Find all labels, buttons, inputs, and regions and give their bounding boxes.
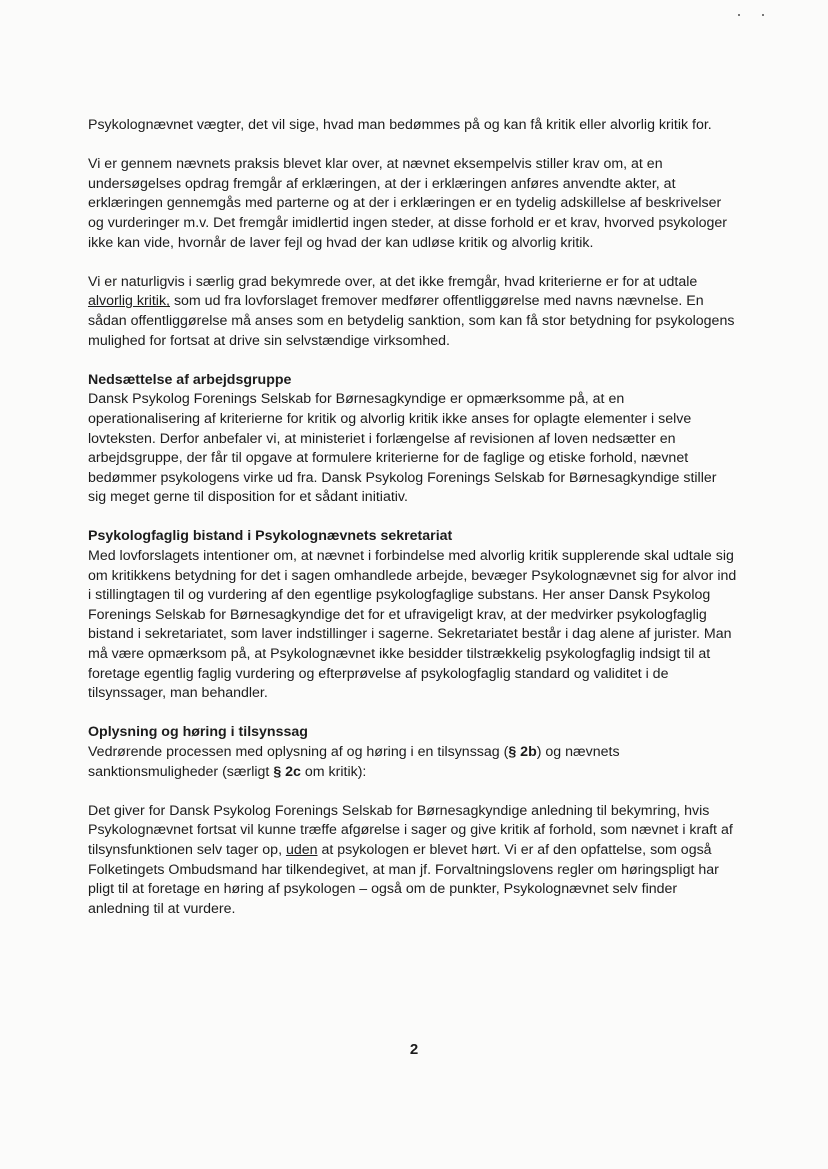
law-reference: § 2b <box>508 744 537 760</box>
law-reference: § 2c <box>273 763 301 780</box>
text-run: at psykologen er blevet hørt. Vi er af den opfattelse, som også Folketingets Ombudsmand har tilkendegivet, at man jf. Forvaltningslovens regler om høringspligt har pligt til at foretage en høring af psykologen – også om de punkter, Psykolognævnet selv finder anledning til at vurdere. <box>88 841 719 917</box>
section-body: Med lovforslagets intentioner om, at nævnet i forbindelse med alvorlig kritik supplerende skal udtale sig om kritikkens betydning for det i sagen omhandlede arbejde, bevæger Psykolognævnet sig for alvor ind i stillingtagen til og vurdering af den egentlige psykologfaglige substans. Her anser Dansk Psykolog Forenings Selskab for Børnesagkyndige det for et ufravigeligt krav, at der medvirker psykologfaglig bistand i sekretariatet, som laver indstillinger i sagerne. Sekretariatet består i dag alene af jurister. Man må være opmærksom på, at Psykolognævnet ikke besidder tilstrækkelig psykologfaglig indsigt til at foretage egentlig faglig vurdering og efterprøvelse af psykologfaglig standard og validitet i de tilsynssager, man behandler. <box>88 548 737 702</box>
paragraph-practice: Vi er gennem nævnets praksis blevet klar over, at nævnet eksempelvis stiller krav om, at en undersøgelses opdrag fremgår af erklæringen, at der i erklæringen anføres anvendte akter, at erklæringen gennemgås med parterne og at der i erklæringen er en tydelig adskillelse af beskrivelser og vurderinger m.v. Det fremgår imidlertid ingen steder, at disse forhold er et krav, hvorved psykologer ikke kan vide, hvornår de laver fejl og hvad der kan udløse kritik og alvorlig kritik. <box>88 156 727 251</box>
scan-artifact <box>738 14 740 16</box>
text-run: som ud fra lovforslaget fremover medfører offentliggørelse med navns nævnelse. En sådan offentliggørelse må anses som en betydelig sanktion, som kan få stor betydning for psykologens mulighed for fortsat at drive sin selvstændige virksomhed. <box>88 293 735 349</box>
section-body <box>88 743 738 782</box>
section-heading: Nedsættelse af arbejdsgruppe <box>88 371 292 388</box>
page-number: 2 <box>409 1041 419 1058</box>
text-run: ) og nævnets sanktionsmuligheder (særligt <box>88 744 620 780</box>
text-run: Vedrørende processen med oplysning af og høring i en tilsynssag ( <box>88 744 509 760</box>
section-heading: Psykologfaglig bistand i Psykolognævnets sekretariat <box>88 528 453 545</box>
scan-artifact <box>762 14 764 16</box>
section-hearing <box>88 723 738 782</box>
document-body <box>88 116 738 939</box>
paragraph-criteria-intro: Psykolognævnet vægter, det vil sige, hvad man bedømmes på og kan få kritik eller alvorlig kritik for. <box>88 117 712 133</box>
paragraph-serious-criticism <box>88 273 738 351</box>
text-run: Det giver for Dansk Psykolog Forenings Selskab for Børnesagkyndige anledning til bekymring, hvis Psykolognævnet fortsat vil kunne træffe afgørelse i sager og give kritik af forhold, som nævnet i kraft af tilsynsfunktionen selv tager op, <box>88 802 733 858</box>
text-run: Vi er naturligvis i særlig grad bekymrede over, at det ikke fremgår, hvad kriterierne er for at udtale <box>88 273 698 290</box>
section-body: Dansk Psykolog Forenings Selskab for Børnesagkyndige er opmærksomme på, at en operationalisering af kriterierne for kritik og alvorlig kritik ikke anses for oplagte elementer i selve lovteksten. Derfor anbefaler vi, at ministeriet i forlængelse af revisionen af loven nedsætter en arbejdsgruppe, der får til opgave at formulere kriterierne for de faglige og etiske forhold, nævnet bedømmer psykologens virke ud fra. Dansk Psykolog Forenings Selskab for Børnesagkyndige stiller sig meget gerne til disposition for et sådant initiativ. <box>88 391 717 506</box>
underlined-term: alvorlig kritik, <box>88 293 170 310</box>
underlined-term: uden <box>285 841 318 858</box>
section-working-group <box>88 371 738 508</box>
text-run: om kritik): <box>300 763 367 780</box>
section-professional-assistance <box>88 527 738 703</box>
paragraph-concern <box>88 802 738 920</box>
section-heading: Oplysning og høring i tilsynssag <box>88 724 308 741</box>
